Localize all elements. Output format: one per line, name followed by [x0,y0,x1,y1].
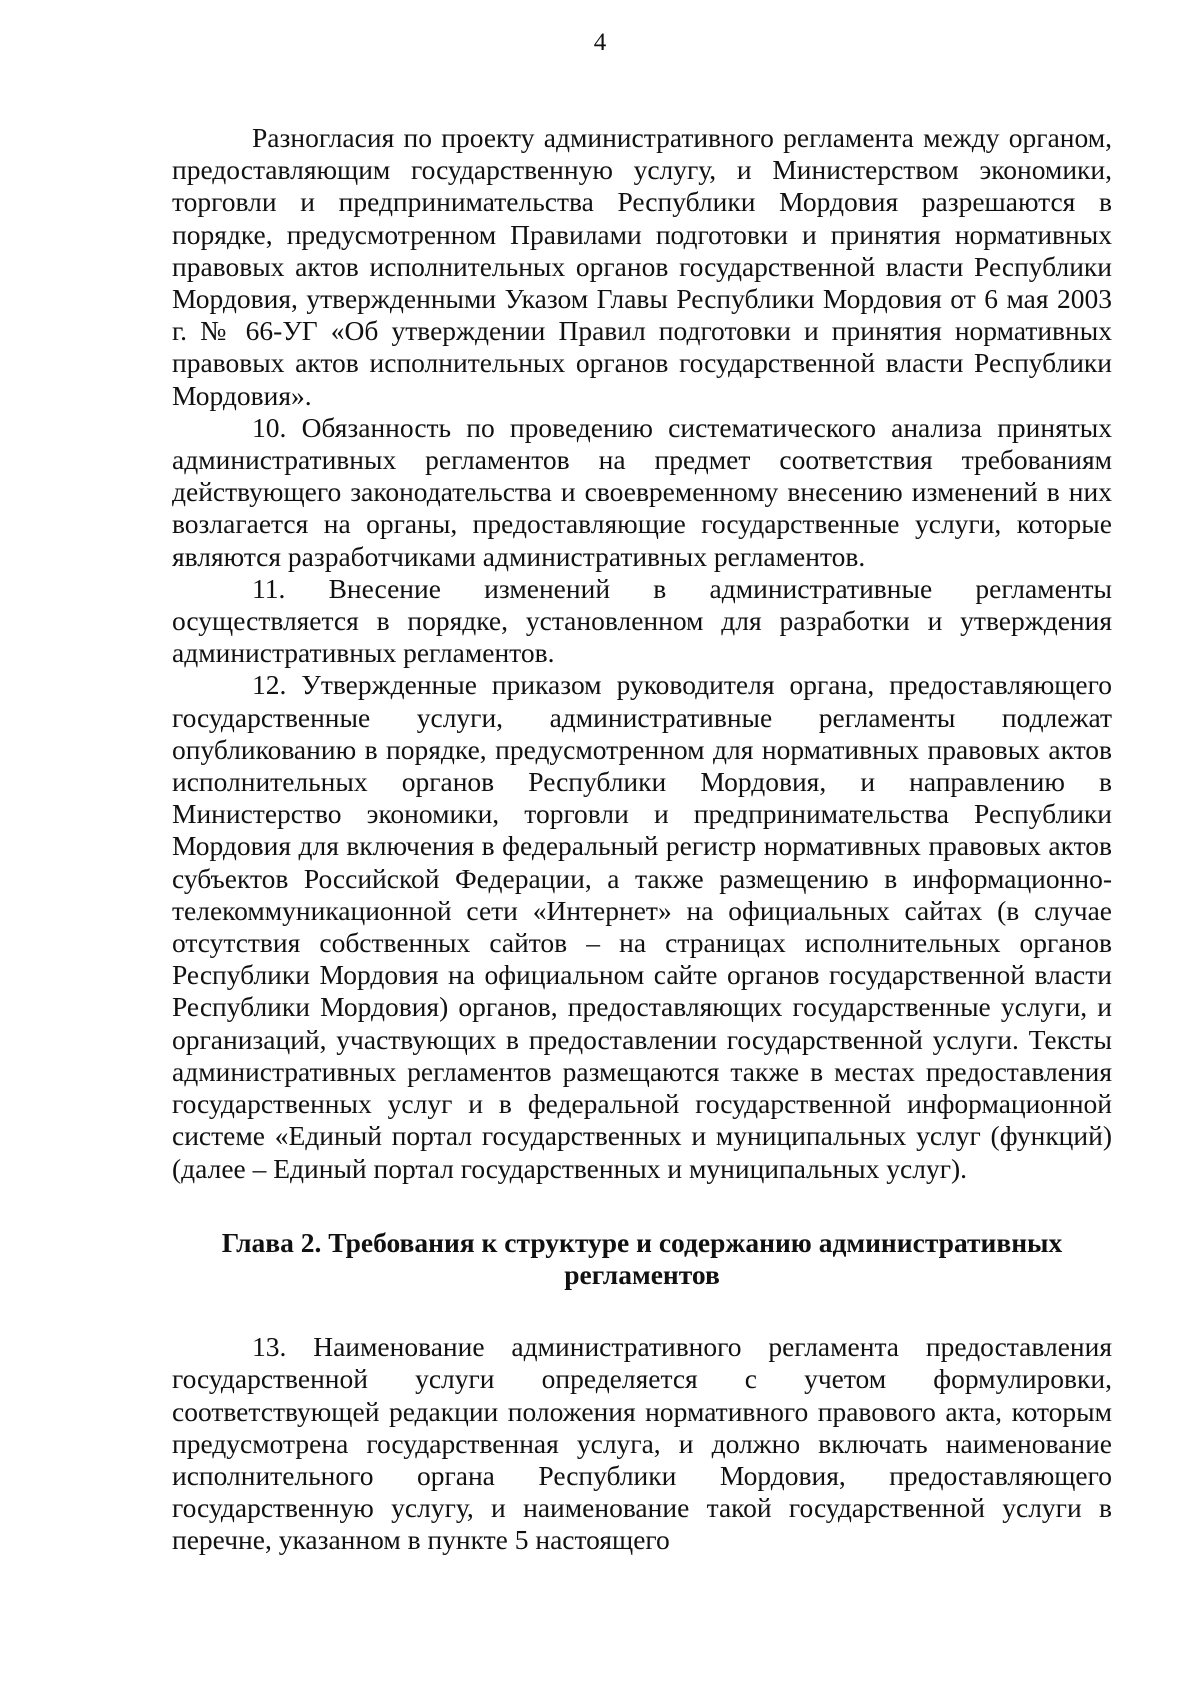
paragraph-12: 12. Утвержденные приказом руководителя органа, предоставляющего государственные услуги, административные регламенты подлежат опубликованию в порядке, предусмотренном для нормативных правовых актов исполнительных органов Республики Мордовия, и направлению в Министерство экономики, торговли и предпринимательства Республики Мордовия для включения в федеральный регистр нормативных правовых актов субъектов Российской Федерации, а также размещению в информационно-телекоммуникационной сети «Интернет» на официальных сайтах (в случае отсутствия собственных сайтов – на страницах исполнительных органов Республики Мордовия на официальном сайте органов государственной власти Республики Мордовия) органов, предоставляющих государственные услуги, и организаций, участвующих в предоставлении государственной услуги. Тексты административных регламентов размещаются также в местах предоставления государственных услуг и в федеральной государственной информационной системе «Единый портал государственных и муниципальных услуг (функций) (далее – Единый портал государственных и муниципальных услуг). [172,669,1112,1184]
page-number: 4 [593,29,607,56]
paragraph-11: 11. Внесение изменений в административные регламенты осуществляется в порядке, установленном для разработки и утверждения административных регламентов. [172,572,1112,669]
paragraph-10: 10. Обязанность по проведению систематического анализа принятых административных регламентов на предмет соответствия требованиям действующего законодательства и своевременному внесению изменений в них возлагается на органы, предоставляющие государственные услуги, которые являются разработчиками административных регламентов. [172,411,1112,572]
paragraph-13: 13. Наименование административного регламента предоставления государственной услуги определяется с учетом формулировки, соответствующей редакции положения нормативного правового акта, которым предусмотрена государственная услуга, и должно включать наименование исполнительного органа Республики Мордовия, предоставляющего государственную услугу, и наименование такой государственной услуги в перечне, указанном в пункте 5 настоящего [172,1331,1112,1556]
chapter-heading: Глава 2. Требования к структуре и содержанию административных регламентов [221,1226,1063,1290]
paragraph-disagreements: Разногласия по проекту административного регламента между органом, предоставляющим государственную услугу, и Министерством экономики, торговли и предпринимательства Республики Мордовия разрешаются в порядке, предусмотренном Правилами подготовки и принятия нормативных правовых актов исполнительных органов государственной власти Республики Мордовия, утвержденными Указом Главы Республики Мордовия от 6 мая 2003 г. № 66-УГ «Об утверждении Правил подготовки и принятия нормативных правовых актов исполнительных органов государственной власти Республики Мордовия». [172,122,1112,411]
document-body [172,122,1112,1557]
